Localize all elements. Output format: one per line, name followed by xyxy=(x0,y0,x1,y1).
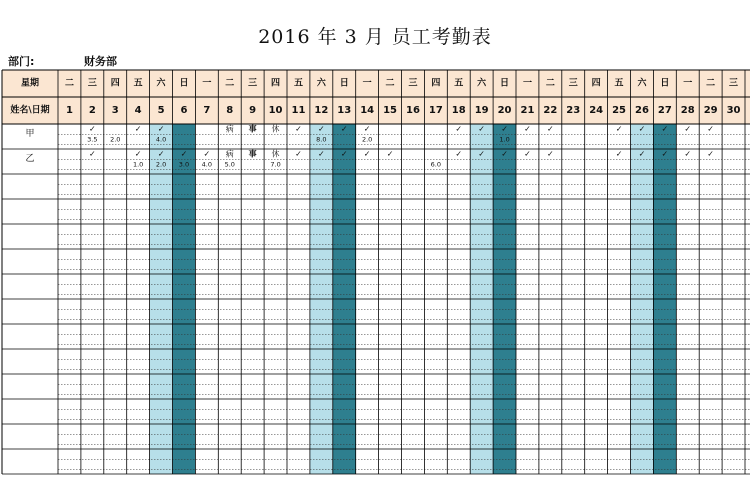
weekday-cell: 四 xyxy=(110,78,120,89)
overtime-value: 1.0 xyxy=(499,135,510,144)
attendance-mark: ✓ xyxy=(501,124,508,134)
attendance-mark: ✓ xyxy=(615,149,623,159)
attendance-mark: ✓ xyxy=(615,124,623,134)
weekday-cell: 一 xyxy=(362,78,372,89)
date-cell: 6 xyxy=(180,105,188,116)
overtime-value: 5.0 xyxy=(224,160,235,169)
overtime-value: 2.0 xyxy=(155,160,167,169)
attendance-mark: ✓ xyxy=(317,124,325,134)
weekday-cell: 二 xyxy=(225,78,235,89)
date-cell: 9 xyxy=(249,105,257,116)
date-cell: 3 xyxy=(111,105,119,116)
attendance-mark: ✓ xyxy=(88,124,96,134)
attendance-mark: ✓ xyxy=(546,124,554,134)
weekday-row-label: 星期 xyxy=(20,78,40,89)
weekday-cell: 四 xyxy=(431,78,441,89)
attendance-mark: ✓ xyxy=(134,124,142,134)
attendance-mark: ✓ xyxy=(157,149,165,159)
attendance-mark: ✓ xyxy=(455,124,463,134)
attendance-mark: 事 xyxy=(248,149,257,159)
weekday-cell: 六 xyxy=(156,78,166,89)
weekday-cell: 二 xyxy=(64,78,74,89)
date-cell: 7 xyxy=(203,105,211,116)
weekday-cell: 五 xyxy=(614,78,624,89)
overtime-value: 4.0 xyxy=(201,160,213,169)
date-cell: 25 xyxy=(612,105,627,116)
attendance-mark: ✓ xyxy=(340,149,348,159)
overtime-value: 2.0 xyxy=(361,135,373,144)
overtime-value: 8.0 xyxy=(316,135,327,144)
attendance-mark: ✓ xyxy=(478,149,486,159)
attendance-mark: ✓ xyxy=(386,149,394,159)
overtime-value: 7.0 xyxy=(270,160,281,169)
attendance-mark: ✓ xyxy=(340,124,348,134)
attendance-mark: ✓ xyxy=(638,124,646,134)
date-cell: 28 xyxy=(680,105,695,116)
page-title: 2016 年 3 月 员工考勤表 xyxy=(258,26,492,48)
weekday-cell: 日 xyxy=(500,78,510,89)
attendance-mark: ✓ xyxy=(88,149,96,159)
overtime-value: 4.0 xyxy=(155,135,167,144)
attendance-mark: ✓ xyxy=(295,124,302,134)
attendance-mark: ✓ xyxy=(295,149,302,159)
overtime-value: 1.0 xyxy=(132,160,144,169)
employee-name: 乙 xyxy=(25,154,35,164)
weekday-cell: 日 xyxy=(179,78,189,89)
weekday-cell: 四 xyxy=(591,78,601,89)
weekday-cell: 一 xyxy=(202,78,212,89)
date-cell: 1 xyxy=(65,105,73,116)
attendance-mark: ✓ xyxy=(638,149,646,159)
overtime-value: 3.5 xyxy=(87,135,98,144)
date-cell: 2 xyxy=(88,105,96,116)
weekday-cell: 六 xyxy=(316,78,326,89)
attendance-mark: 休 xyxy=(271,149,280,159)
date-cell: 14 xyxy=(360,105,375,116)
weekday-cell: 五 xyxy=(454,78,464,89)
attendance-mark: ✓ xyxy=(524,149,531,159)
weekday-cell: 六 xyxy=(477,78,487,89)
attendance-mark: ✓ xyxy=(707,124,715,134)
weekday-cell: 日 xyxy=(339,78,349,89)
weekday-cell: 一 xyxy=(683,78,693,89)
date-cell: 22 xyxy=(543,105,558,116)
date-cell: 15 xyxy=(383,105,398,116)
date-cell: 27 xyxy=(657,105,672,116)
weekday-cell: 三 xyxy=(87,78,97,89)
attendance-mark: 病 xyxy=(225,149,234,159)
attendance-mark: ✓ xyxy=(546,149,554,159)
attendance-mark: ✓ xyxy=(661,149,669,159)
date-cell: 4 xyxy=(134,105,142,116)
overtime-value: 3.0 xyxy=(178,160,190,169)
weekday-cell: 二 xyxy=(385,78,395,89)
weekday-cell: 三 xyxy=(408,78,418,89)
employee-name: 甲 xyxy=(25,129,35,139)
weekday-cell: 三 xyxy=(568,78,578,89)
attendance-mark: ✓ xyxy=(684,149,692,159)
date-cell: 5 xyxy=(157,105,165,116)
date-cell: 11 xyxy=(291,105,306,116)
date-cell: 26 xyxy=(634,105,649,116)
attendance-mark: 病 xyxy=(225,124,234,134)
date-cell: 24 xyxy=(589,105,604,116)
date-cell: 29 xyxy=(703,105,718,116)
department-value: 财务部 xyxy=(84,55,117,68)
date-cell: 17 xyxy=(428,105,443,116)
date-cell: 10 xyxy=(268,105,283,116)
date-cell: 8 xyxy=(226,105,234,116)
attendance-mark: ✓ xyxy=(363,149,371,159)
attendance-mark: ✓ xyxy=(524,124,531,134)
attendance-mark: ✓ xyxy=(317,149,325,159)
date-cell: 30 xyxy=(726,105,741,116)
date-cell: 21 xyxy=(520,105,535,116)
weekday-cell: 六 xyxy=(637,78,647,89)
date-cell: 20 xyxy=(497,105,512,116)
attendance-mark: ✓ xyxy=(134,149,142,159)
attendance-mark: ✓ xyxy=(157,124,165,134)
attendance-mark: ✓ xyxy=(180,149,188,159)
attendance-mark: 休 xyxy=(271,124,280,134)
attendance-mark: ✓ xyxy=(684,124,692,134)
attendance-mark: ✓ xyxy=(501,149,508,159)
date-cell: 12 xyxy=(314,105,329,116)
weekday-cell: 五 xyxy=(293,78,303,89)
overtime-value: 6.0 xyxy=(430,160,442,169)
weekday-cell: 二 xyxy=(706,78,716,89)
attendance-mark: ✓ xyxy=(363,124,371,134)
attendance-mark: ✓ xyxy=(478,124,486,134)
attendance-mark: ✓ xyxy=(455,149,463,159)
date-cell: 19 xyxy=(474,105,489,116)
overtime-value: 2.0 xyxy=(110,135,121,144)
date-cell: 18 xyxy=(451,105,466,116)
weekday-cell: 日 xyxy=(660,78,670,89)
weekday-cell: 五 xyxy=(133,78,143,89)
attendance-mark: 事 xyxy=(248,124,257,134)
weekday-cell: 四 xyxy=(271,78,281,89)
date-row-label: 姓名\日期 xyxy=(10,105,50,116)
weekday-cell: 三 xyxy=(729,78,739,89)
department-label: 部门: xyxy=(8,55,35,68)
attendance-mark: ✓ xyxy=(661,124,669,134)
weekday-cell: 三 xyxy=(248,78,258,89)
date-cell: 16 xyxy=(405,105,420,116)
weekday-cell: 一 xyxy=(522,78,532,89)
date-cell: 23 xyxy=(566,105,581,116)
attendance-mark: ✓ xyxy=(203,149,211,159)
weekday-cell: 二 xyxy=(545,78,555,89)
date-cell: 13 xyxy=(337,105,352,116)
attendance-mark: ✓ xyxy=(707,149,715,159)
